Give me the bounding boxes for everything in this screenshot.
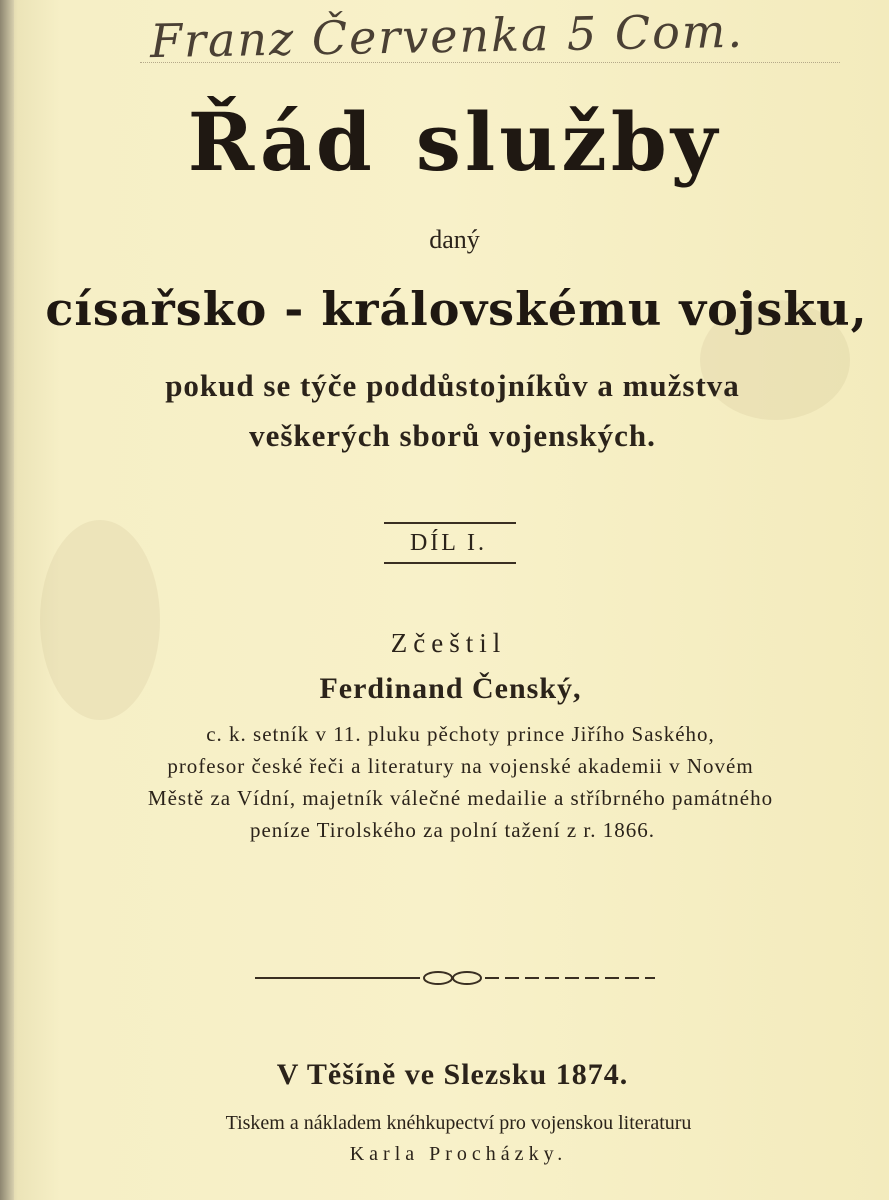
book-title (10, 95, 889, 189)
title-word-1: Řád (187, 95, 376, 189)
author-credential-line: peníze Tirolského za polní tažení z r. 1866. (249, 818, 655, 842)
signature-guide-line (140, 62, 840, 63)
author-credential-line: profesor české řeči a literatury na vojenské akademii v Novém (167, 754, 754, 778)
author-name: Ferdinand Čenský, (319, 672, 582, 705)
scope-line-1: pokud se týče poddůstojníkův a mužstva (165, 368, 740, 403)
printer-line: Tiskem a nákladem knéhkupectví pro vojenskou literaturu (225, 1112, 692, 1134)
scope-line-2: veškerých sborů vojenských. (249, 418, 656, 453)
imprint-place-year: V Těšíně ve Slezsku 1874. (276, 1058, 629, 1091)
subtitle-given: daný (429, 225, 480, 254)
publisher-name: Karla Procházky. (349, 1143, 568, 1165)
author-credential-line: c. k. setník v 11. pluku pěchoty prince Jiřího Saského, (206, 722, 715, 746)
author-credential-line: Městě za Vídní, majetník válečné medailie a stříbrného památného (147, 786, 774, 810)
ornamental-divider (255, 968, 655, 988)
title-word-2: služby (415, 95, 722, 189)
part-rule-bottom (384, 562, 516, 564)
translated-label: Zčeštil (390, 628, 507, 658)
part-rule-top (384, 522, 516, 524)
part-label: DÍL I. (409, 530, 488, 556)
army-line: císařsko - královskému vojsku, (45, 282, 868, 336)
handwritten-signature: Franz Červenka 5 Com. (149, 3, 745, 69)
